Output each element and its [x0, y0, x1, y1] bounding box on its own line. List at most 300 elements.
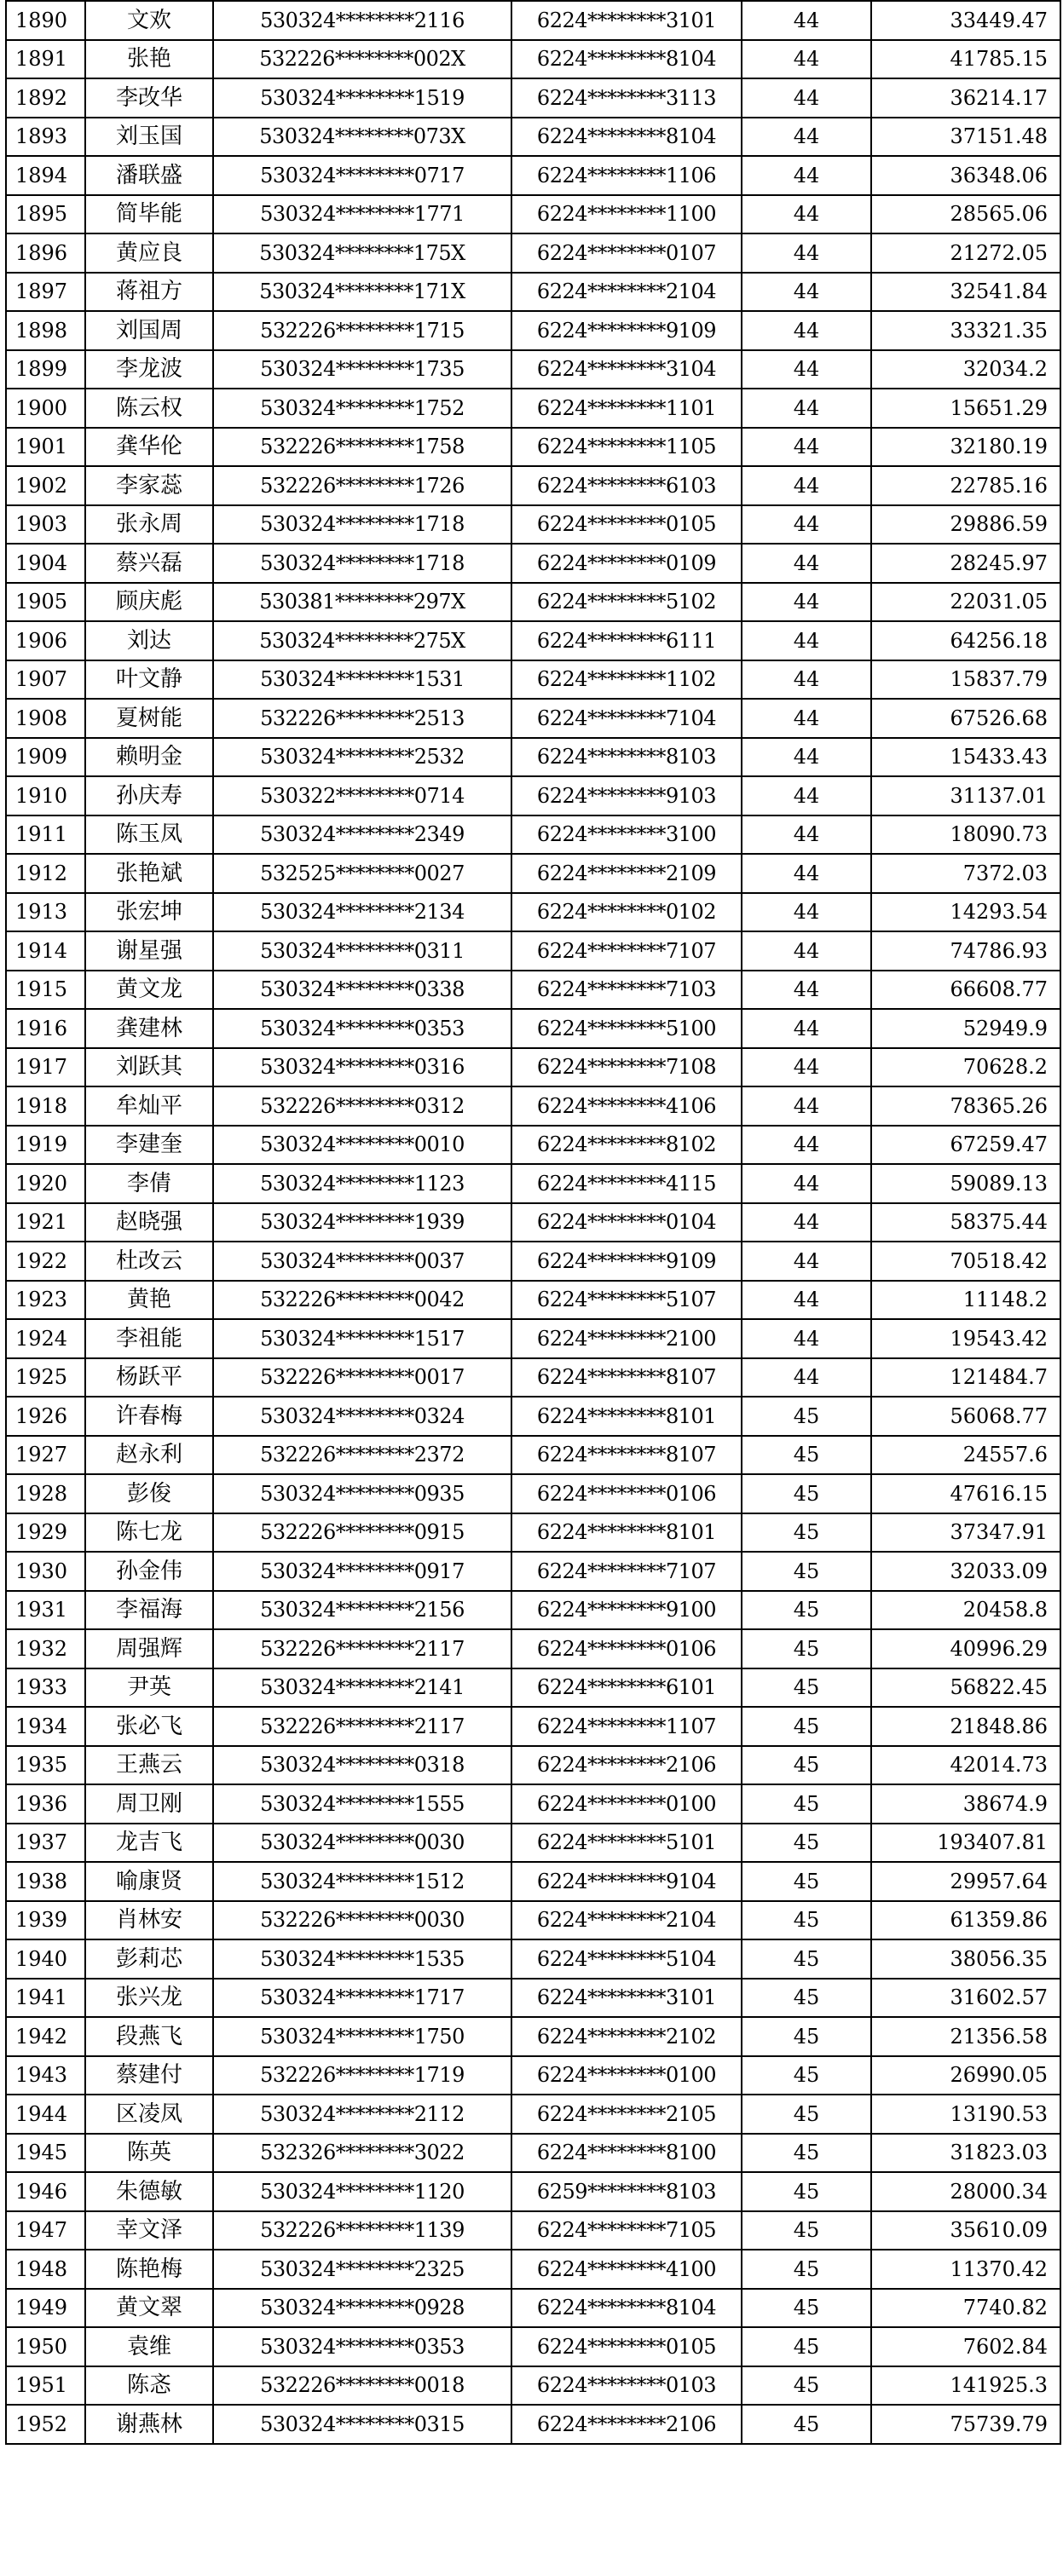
table-row [6, 1979, 1060, 2018]
table-row [6, 854, 1060, 893]
table-row [6, 156, 1060, 195]
id-number-cell: 530324********1939 [213, 1203, 511, 1242]
table-row [6, 1203, 1060, 1242]
table-row [6, 195, 1060, 234]
id-number-cell: 530324********1120 [213, 2172, 511, 2211]
row-number-cell: 1948 [6, 2250, 85, 2289]
card-number-cell: 6224********5104 [511, 1939, 742, 1979]
amount-cell: 15651.29 [871, 389, 1060, 428]
card-number-cell: 6224********1100 [511, 195, 742, 234]
group-number-cell: 44 [742, 1048, 871, 1087]
row-number-cell: 1926 [6, 1397, 85, 1436]
group-number-cell: 45 [742, 1474, 871, 1513]
card-number-cell: 6224********7107 [511, 931, 742, 971]
card-number-cell: 6224********0104 [511, 1203, 742, 1242]
row-number-cell: 1909 [6, 738, 85, 777]
group-number-cell: 45 [742, 1513, 871, 1553]
card-number-cell: 6224********9104 [511, 1862, 742, 1901]
amount-cell: 66608.77 [871, 971, 1060, 1010]
id-number-cell: 532226********0042 [213, 1281, 511, 1320]
amount-cell: 32033.09 [871, 1552, 1060, 1591]
table-row [6, 1784, 1060, 1824]
name-cell: 谢星强 [85, 931, 213, 971]
row-number-cell: 1934 [6, 1707, 85, 1746]
name-cell: 潘联盛 [85, 156, 213, 195]
row-number-cell: 1907 [6, 660, 85, 700]
card-number-cell: 6224********8101 [511, 1513, 742, 1553]
amount-cell: 70628.2 [871, 1048, 1060, 1087]
card-number-cell: 6224********4100 [511, 2250, 742, 2289]
row-number-cell: 1901 [6, 428, 85, 467]
id-number-cell: 530324********275X [213, 621, 511, 660]
group-number-cell: 44 [742, 1319, 871, 1358]
card-number-cell: 6224********0105 [511, 505, 742, 545]
row-number-cell: 1903 [6, 505, 85, 545]
name-cell: 李建奎 [85, 1126, 213, 1165]
id-number-cell: 530324********1771 [213, 195, 511, 234]
amount-cell: 11370.42 [871, 2250, 1060, 2289]
table-row [6, 2366, 1060, 2406]
amount-cell: 7740.82 [871, 2289, 1060, 2328]
table-row [6, 1862, 1060, 1901]
id-number-cell: 530381********297X [213, 583, 511, 622]
card-number-cell: 6224********3113 [511, 78, 742, 118]
id-number-cell: 530324********0717 [213, 156, 511, 195]
card-number-cell: 6224********3104 [511, 350, 742, 389]
name-cell: 李龙波 [85, 350, 213, 389]
group-number-cell: 45 [742, 1436, 871, 1475]
id-number-cell: 532226********0018 [213, 2366, 511, 2406]
row-number-cell: 1946 [6, 2172, 85, 2211]
table-row [6, 2172, 1060, 2211]
group-number-cell: 44 [742, 1281, 871, 1320]
row-number-cell: 1925 [6, 1358, 85, 1397]
card-number-cell: 6224********6111 [511, 621, 742, 660]
table-row [6, 1746, 1060, 1785]
name-cell: 刘跃其 [85, 1048, 213, 1087]
card-number-cell: 6224********5101 [511, 1824, 742, 1863]
group-number-cell: 44 [742, 311, 871, 350]
id-number-cell: 532226********2117 [213, 1707, 511, 1746]
card-number-cell: 6224********7103 [511, 971, 742, 1010]
id-number-cell: 530324********1717 [213, 1979, 511, 2018]
row-number-cell: 1928 [6, 1474, 85, 1513]
amount-cell: 22031.05 [871, 583, 1060, 622]
table-row [6, 893, 1060, 932]
table-row [6, 1, 1060, 40]
card-number-cell: 6224********2100 [511, 1319, 742, 1358]
table-row [6, 1358, 1060, 1397]
row-number-cell: 1952 [6, 2405, 85, 2444]
name-cell: 赖明金 [85, 738, 213, 777]
card-number-cell: 6224********0106 [511, 1629, 742, 1668]
row-number-cell: 1950 [6, 2327, 85, 2366]
row-number-cell: 1949 [6, 2289, 85, 2328]
card-number-cell: 6224********1102 [511, 660, 742, 700]
table-row [6, 544, 1060, 583]
amount-cell: 21356.58 [871, 2017, 1060, 2056]
group-number-cell: 44 [742, 233, 871, 273]
table-row [6, 1629, 1060, 1668]
amount-cell: 78365.26 [871, 1086, 1060, 1126]
group-number-cell: 44 [742, 118, 871, 157]
card-number-cell: 6224********6101 [511, 1668, 742, 1708]
id-number-cell: 532226********2372 [213, 1436, 511, 1475]
row-number-cell: 1924 [6, 1319, 85, 1358]
amount-cell: 38056.35 [871, 1939, 1060, 1979]
row-number-cell: 1904 [6, 544, 85, 583]
card-number-cell: 6224********8107 [511, 1358, 742, 1397]
amount-cell: 58375.44 [871, 1203, 1060, 1242]
amount-cell: 56822.45 [871, 1668, 1060, 1708]
id-number-cell: 530324********0353 [213, 2327, 511, 2366]
group-number-cell: 45 [742, 1591, 871, 1630]
group-number-cell: 45 [742, 2327, 871, 2366]
id-number-cell: 530324********0353 [213, 1009, 511, 1048]
name-cell: 蔡兴磊 [85, 544, 213, 583]
row-number-cell: 1931 [6, 1591, 85, 1630]
name-cell: 区凌凤 [85, 2095, 213, 2134]
name-cell: 叶文静 [85, 660, 213, 700]
group-number-cell: 44 [742, 466, 871, 505]
row-number-cell: 1910 [6, 776, 85, 815]
name-cell: 蒋祖方 [85, 273, 213, 312]
table-row [6, 118, 1060, 157]
group-number-cell: 44 [742, 776, 871, 815]
row-number-cell: 1930 [6, 1552, 85, 1591]
name-cell: 黄文龙 [85, 971, 213, 1010]
table-row [6, 1242, 1060, 1281]
row-number-cell: 1912 [6, 854, 85, 893]
row-number-cell: 1906 [6, 621, 85, 660]
id-number-cell: 530324********0324 [213, 1397, 511, 1436]
amount-cell: 24557.6 [871, 1436, 1060, 1475]
table-row [6, 389, 1060, 428]
id-number-cell: 530324********0037 [213, 1242, 511, 1281]
id-number-cell: 532226********2117 [213, 1629, 511, 1668]
name-cell: 张艳 [85, 40, 213, 79]
name-cell: 黄应良 [85, 233, 213, 273]
amount-cell: 13190.53 [871, 2095, 1060, 2134]
group-number-cell: 44 [742, 428, 871, 467]
group-number-cell: 45 [742, 1552, 871, 1591]
table-row [6, 2134, 1060, 2173]
id-number-cell: 530324********0928 [213, 2289, 511, 2328]
amount-cell: 52949.9 [871, 1009, 1060, 1048]
data-table [5, 0, 1061, 2445]
table-row [6, 1552, 1060, 1591]
id-number-cell: 532226********002X [213, 40, 511, 79]
card-number-cell: 6224********0105 [511, 2327, 742, 2366]
row-number-cell: 1917 [6, 1048, 85, 1087]
table-row [6, 971, 1060, 1010]
card-number-cell: 6224********7108 [511, 1048, 742, 1087]
table-row [6, 466, 1060, 505]
id-number-cell: 530324********1512 [213, 1862, 511, 1901]
group-number-cell: 44 [742, 621, 871, 660]
table-row [6, 738, 1060, 777]
name-cell: 朱德敏 [85, 2172, 213, 2211]
table-row [6, 931, 1060, 971]
name-cell: 赵永利 [85, 1436, 213, 1475]
group-number-cell: 44 [742, 1203, 871, 1242]
id-number-cell: 530324********2532 [213, 738, 511, 777]
group-number-cell: 44 [742, 350, 871, 389]
row-number-cell: 1933 [6, 1668, 85, 1708]
name-cell: 李祖能 [85, 1319, 213, 1358]
amount-cell: 31602.57 [871, 1979, 1060, 2018]
card-number-cell: 6224********2102 [511, 2017, 742, 2056]
amount-cell: 67259.47 [871, 1126, 1060, 1165]
table-row [6, 78, 1060, 118]
name-cell: 李改华 [85, 78, 213, 118]
amount-cell: 32180.19 [871, 428, 1060, 467]
group-number-cell: 45 [742, 2366, 871, 2406]
row-number-cell: 1927 [6, 1436, 85, 1475]
group-number-cell: 44 [742, 505, 871, 545]
card-number-cell: 6224********2106 [511, 2405, 742, 2444]
name-cell: 肖林安 [85, 1901, 213, 1940]
group-number-cell: 45 [742, 2289, 871, 2328]
amount-cell: 33321.35 [871, 311, 1060, 350]
name-cell: 简毕能 [85, 195, 213, 234]
row-number-cell: 1916 [6, 1009, 85, 1048]
card-number-cell: 6224********7107 [511, 1552, 742, 1591]
row-number-cell: 1939 [6, 1901, 85, 1940]
table-row [6, 428, 1060, 467]
row-number-cell: 1935 [6, 1746, 85, 1785]
name-cell: 尹英 [85, 1668, 213, 1708]
id-number-cell: 530324********0338 [213, 971, 511, 1010]
amount-cell: 22785.16 [871, 466, 1060, 505]
group-number-cell: 44 [742, 931, 871, 971]
table-row [6, 1591, 1060, 1630]
id-number-cell: 530324********2112 [213, 2095, 511, 2134]
name-cell: 刘玉国 [85, 118, 213, 157]
name-cell: 李家蕊 [85, 466, 213, 505]
row-number-cell: 1893 [6, 118, 85, 157]
id-number-cell: 530324********2141 [213, 1668, 511, 1708]
amount-cell: 67526.68 [871, 699, 1060, 738]
table-row [6, 1126, 1060, 1165]
group-number-cell: 45 [742, 2172, 871, 2211]
row-number-cell: 1921 [6, 1203, 85, 1242]
name-cell: 杜改云 [85, 1242, 213, 1281]
id-number-cell: 532226********1719 [213, 2056, 511, 2095]
amount-cell: 31823.03 [871, 2134, 1060, 2173]
row-number-cell: 1890 [6, 1, 85, 40]
id-number-cell: 532226********0312 [213, 1086, 511, 1126]
card-number-cell: 6224********0107 [511, 233, 742, 273]
row-number-cell: 1938 [6, 1862, 85, 1901]
id-number-cell: 530324********2134 [213, 893, 511, 932]
group-number-cell: 44 [742, 1164, 871, 1203]
name-cell: 张艳斌 [85, 854, 213, 893]
row-number-cell: 1951 [6, 2366, 85, 2406]
card-number-cell: 6224********7104 [511, 699, 742, 738]
card-number-cell: 6224********5102 [511, 583, 742, 622]
amount-cell: 61359.86 [871, 1901, 1060, 1940]
name-cell: 许春梅 [85, 1397, 213, 1436]
id-number-cell: 530324********1735 [213, 350, 511, 389]
group-number-cell: 45 [742, 2405, 871, 2444]
amount-cell: 141925.3 [871, 2366, 1060, 2406]
id-number-cell: 532226********0030 [213, 1901, 511, 1940]
amount-cell: 28245.97 [871, 544, 1060, 583]
row-number-cell: 1923 [6, 1281, 85, 1320]
id-number-cell: 530324********1752 [213, 389, 511, 428]
id-number-cell: 530322********0714 [213, 776, 511, 815]
card-number-cell: 6224********3100 [511, 815, 742, 855]
row-number-cell: 1913 [6, 893, 85, 932]
id-number-cell: 530324********0315 [213, 2405, 511, 2444]
id-number-cell: 530324********073X [213, 118, 511, 157]
amount-cell: 26990.05 [871, 2056, 1060, 2095]
name-cell: 周强辉 [85, 1629, 213, 1668]
group-number-cell: 45 [742, 1707, 871, 1746]
name-cell: 龙吉飞 [85, 1824, 213, 1863]
card-number-cell: 6224********9100 [511, 1591, 742, 1630]
amount-cell: 20458.8 [871, 1591, 1060, 1630]
amount-cell: 29957.64 [871, 1862, 1060, 1901]
card-number-cell: 6224********3101 [511, 1, 742, 40]
group-number-cell: 44 [742, 971, 871, 1010]
card-number-cell: 6224********2104 [511, 1901, 742, 1940]
group-number-cell: 44 [742, 1, 871, 40]
table-row [6, 1707, 1060, 1746]
amount-cell: 56068.77 [871, 1397, 1060, 1436]
group-number-cell: 44 [742, 78, 871, 118]
amount-cell: 28000.34 [871, 2172, 1060, 2211]
table-row [6, 2211, 1060, 2250]
amount-cell: 15433.43 [871, 738, 1060, 777]
card-number-cell: 6224********8104 [511, 118, 742, 157]
table-row [6, 1901, 1060, 1940]
card-number-cell: 6259********8103 [511, 2172, 742, 2211]
amount-cell: 31137.01 [871, 776, 1060, 815]
id-number-cell: 530324********0010 [213, 1126, 511, 1165]
row-number-cell: 1895 [6, 195, 85, 234]
card-number-cell: 6224********2105 [511, 2095, 742, 2134]
amount-cell: 193407.81 [871, 1824, 1060, 1863]
table-row [6, 815, 1060, 855]
name-cell: 段燕飞 [85, 2017, 213, 2056]
table-row [6, 699, 1060, 738]
table-row [6, 2095, 1060, 2134]
table-body [6, 1, 1060, 2444]
table-row [6, 2056, 1060, 2095]
id-number-cell: 532226********0915 [213, 1513, 511, 1553]
name-cell: 彭俊 [85, 1474, 213, 1513]
group-number-cell: 44 [742, 854, 871, 893]
group-number-cell: 44 [742, 699, 871, 738]
table-row [6, 776, 1060, 815]
id-number-cell: 530324********171X [213, 273, 511, 312]
card-number-cell: 6224********1105 [511, 428, 742, 467]
card-number-cell: 6224********6103 [511, 466, 742, 505]
row-number-cell: 1929 [6, 1513, 85, 1553]
amount-cell: 75739.79 [871, 2405, 1060, 2444]
group-number-cell: 44 [742, 815, 871, 855]
amount-cell: 28565.06 [871, 195, 1060, 234]
amount-cell: 29886.59 [871, 505, 1060, 545]
id-number-cell: 530324********0316 [213, 1048, 511, 1087]
card-number-cell: 6224********9103 [511, 776, 742, 815]
card-number-cell: 6224********3101 [511, 1979, 742, 2018]
row-number-cell: 1915 [6, 971, 85, 1010]
id-number-cell: 530324********1535 [213, 1939, 511, 1979]
amount-cell: 37151.48 [871, 118, 1060, 157]
table-row [6, 1436, 1060, 1475]
amount-cell: 38674.9 [871, 1784, 1060, 1824]
amount-cell: 59089.13 [871, 1164, 1060, 1203]
card-number-cell: 6224********8103 [511, 738, 742, 777]
table-row [6, 2017, 1060, 2056]
table-row [6, 2405, 1060, 2444]
id-number-cell: 532326********3022 [213, 2134, 511, 2173]
group-number-cell: 45 [742, 1979, 871, 2018]
table-row [6, 1009, 1060, 1048]
group-number-cell: 45 [742, 2134, 871, 2173]
id-number-cell: 530324********1519 [213, 78, 511, 118]
table-row [6, 273, 1060, 312]
amount-cell: 70518.42 [871, 1242, 1060, 1281]
name-cell: 黄艳 [85, 1281, 213, 1320]
card-number-cell: 6224********1106 [511, 156, 742, 195]
group-number-cell: 44 [742, 1126, 871, 1165]
table-row [6, 2327, 1060, 2366]
card-number-cell: 6224********5107 [511, 1281, 742, 1320]
id-number-cell: 530324********1718 [213, 544, 511, 583]
amount-cell: 15837.79 [871, 660, 1060, 700]
id-number-cell: 532226********1139 [213, 2211, 511, 2250]
id-number-cell: 530324********2325 [213, 2250, 511, 2289]
row-number-cell: 1920 [6, 1164, 85, 1203]
name-cell: 张兴龙 [85, 1979, 213, 2018]
card-number-cell: 6224********8100 [511, 2134, 742, 2173]
card-number-cell: 6224********9109 [511, 311, 742, 350]
row-number-cell: 1905 [6, 583, 85, 622]
table-row [6, 621, 1060, 660]
table-row [6, 1668, 1060, 1708]
row-number-cell: 1908 [6, 699, 85, 738]
table-row [6, 505, 1060, 545]
row-number-cell: 1943 [6, 2056, 85, 2095]
row-number-cell: 1911 [6, 815, 85, 855]
row-number-cell: 1940 [6, 1939, 85, 1979]
amount-cell: 32541.84 [871, 273, 1060, 312]
card-number-cell: 6224********8101 [511, 1397, 742, 1436]
id-number-cell: 532226********1715 [213, 311, 511, 350]
card-number-cell: 6224********2104 [511, 273, 742, 312]
amount-cell: 11148.2 [871, 1281, 1060, 1320]
group-number-cell: 44 [742, 40, 871, 79]
name-cell: 彭莉芯 [85, 1939, 213, 1979]
group-number-cell: 44 [742, 273, 871, 312]
row-number-cell: 1932 [6, 1629, 85, 1668]
name-cell: 龚建林 [85, 1009, 213, 1048]
group-number-cell: 44 [742, 1242, 871, 1281]
id-number-cell: 530324********0030 [213, 1824, 511, 1863]
table-row [6, 350, 1060, 389]
group-number-cell: 45 [742, 1397, 871, 1436]
table-row [6, 2289, 1060, 2328]
row-number-cell: 1902 [6, 466, 85, 505]
row-number-cell: 1892 [6, 78, 85, 118]
group-number-cell: 44 [742, 544, 871, 583]
row-number-cell: 1944 [6, 2095, 85, 2134]
card-number-cell: 6224********0103 [511, 2366, 742, 2406]
